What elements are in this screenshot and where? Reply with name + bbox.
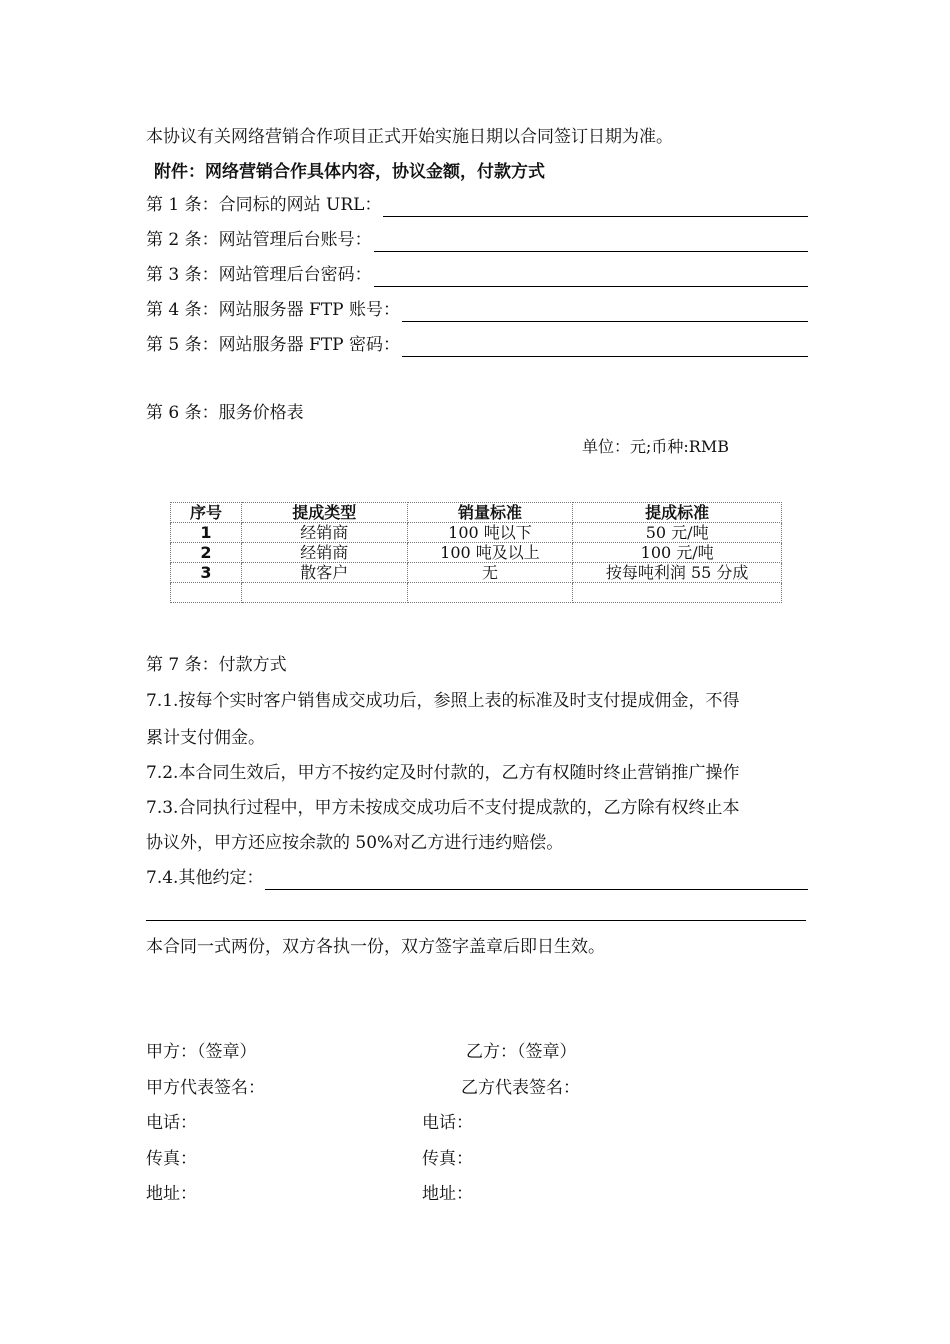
clause-3-label: 第 3 条：网站管理后台密码： [146,265,372,285]
price-table [170,502,782,603]
cell-index: 2 [171,543,242,563]
party-b-address: 地址： [422,1184,473,1204]
header-standard: 提成标准 [573,503,782,523]
clause-1 [146,193,808,217]
other-terms-blank-line [146,920,806,921]
unit-note: 单位：元;币种:RMB [582,437,729,456]
clause-2-label: 第 2 条：网站管理后台账号： [146,230,372,250]
clause-3 [146,263,808,287]
clause-4-blank [402,303,808,322]
cell-empty [573,583,782,603]
party-a-representative: 甲方代表签名： [146,1078,265,1098]
clause-1-blank [383,198,808,217]
party-b-phone: 电话： [422,1113,473,1133]
table-header-row [171,503,782,523]
cell-index: 3 [171,563,242,583]
cell-empty [407,583,573,603]
payment-7-4 [146,866,808,890]
party-a-seal: 甲方：（签章） [146,1042,257,1062]
payment-7-3-line-2: 协议外，甲方还应按余款的 50%对乙方进行违约赔偿。 [146,833,564,853]
table-empty-row [171,583,782,603]
intro-text: 本协议有关网络营销合作项目正式开始实施日期以合同签订日期为准。 [146,127,673,147]
table-row [171,563,782,583]
clause-6-title: 第 6 条：服务价格表 [146,403,304,423]
clause-5 [146,333,808,357]
header-index: 序号 [171,503,242,523]
cell-standard: 按每吨利润 55 分成 [573,563,782,583]
clause-1-label: 第 1 条：合同标的网站 URL： [146,195,382,215]
closing-text: 本合同一式两份，双方各执一份，双方签字盖章后即日生效。 [146,937,605,957]
cell-volume: 100 吨及以上 [407,543,573,563]
cell-standard: 100 元/吨 [573,543,782,563]
clause-2 [146,228,808,252]
payment-7-2: 7.2.本合同生效后，甲方不按约定及时付款的，乙方有权随时终止营销推广操作 [146,763,740,783]
cell-index: 1 [171,523,242,543]
clause-2-blank [374,233,808,252]
cell-type: 经销商 [241,523,407,543]
header-type: 提成类型 [241,503,407,523]
payment-7-1-line-2: 累计支付佣金。 [146,728,265,748]
table-row [171,543,782,563]
cell-empty [171,583,242,603]
cell-standard: 50 元/吨 [573,523,782,543]
clause-7-title: 第 7 条：付款方式 [146,655,287,675]
clause-4 [146,298,808,322]
cell-volume: 100 吨以下 [407,523,573,543]
party-b-representative: 乙方代表签名： [461,1078,580,1098]
party-a-address: 地址： [146,1184,197,1204]
cell-type: 经销商 [241,543,407,563]
table-row [171,523,782,543]
clause-4-label: 第 4 条：网站服务器 FTP 账号： [146,300,401,320]
clause-5-label: 第 5 条：网站服务器 FTP 密码： [146,335,401,355]
party-b-seal: 乙方：（签章） [466,1042,577,1062]
cell-empty [241,583,407,603]
attachment-title: 附件：网络营销合作具体内容，协议金额，付款方式 [154,162,545,182]
clause-3-blank [374,268,808,287]
party-a-fax: 传真： [146,1149,197,1169]
payment-7-1-line-1: 7.1.按每个实时客户销售成交成功后，参照上表的标准及时支付提成佣金，不得 [146,691,740,711]
payment-7-4-blank [265,871,808,890]
clause-5-blank [402,338,808,357]
header-volume: 销量标准 [407,503,573,523]
payment-7-4-label: 7.4.其他约定： [146,868,264,888]
party-b-fax: 传真： [422,1149,473,1169]
cell-type: 散客户 [241,563,407,583]
cell-volume: 无 [407,563,573,583]
party-a-phone: 电话： [146,1113,197,1133]
payment-7-3-line-1: 7.3.合同执行过程中，甲方未按成交成功后不支付提成款的，乙方除有权终止本 [146,798,740,818]
